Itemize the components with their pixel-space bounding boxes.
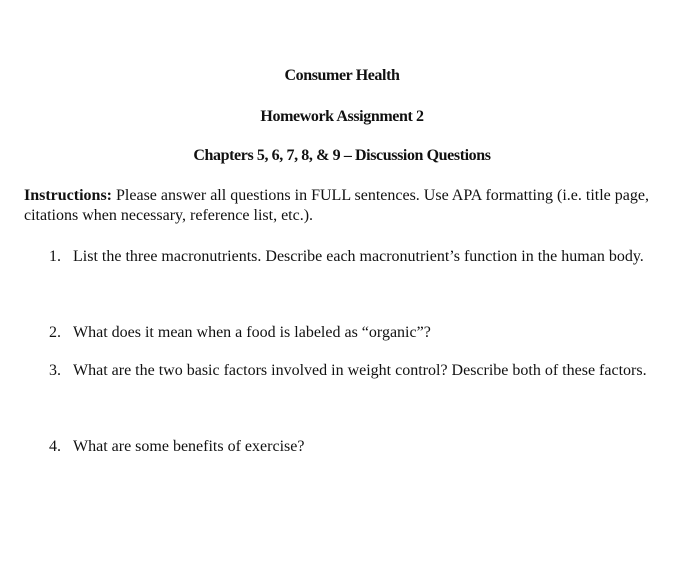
question-number: 3.	[49, 362, 61, 379]
question-text: What are the two basic factors involved in weight control? Describe both of these factors.	[73, 362, 647, 379]
instructions-text: Please answer all questions in FULL sentences. Use APA formatting (i.e. title page, citations when necessary, reference list, etc.).	[24, 187, 649, 224]
chapters-heading: Chapters 5, 6, 7, 8, & 9 – Discussion Questions	[193, 147, 491, 164]
question-number: 4.	[49, 438, 61, 455]
instructions-paragraph	[24, 186, 670, 226]
document-title: Consumer Health	[284, 67, 400, 84]
assignment-title: Homework Assignment 2	[260, 108, 424, 125]
question-text: What does it mean when a food is labeled as “organic”?	[73, 324, 431, 341]
question-text: List the three macronutrients. Describe each macronutrient’s function in the human body.	[73, 248, 644, 265]
question-text: What are some benefits of exercise?	[73, 438, 305, 455]
question-number: 1.	[49, 248, 61, 265]
instructions-label: Instructions:	[24, 187, 113, 204]
question-number: 2.	[49, 324, 61, 341]
